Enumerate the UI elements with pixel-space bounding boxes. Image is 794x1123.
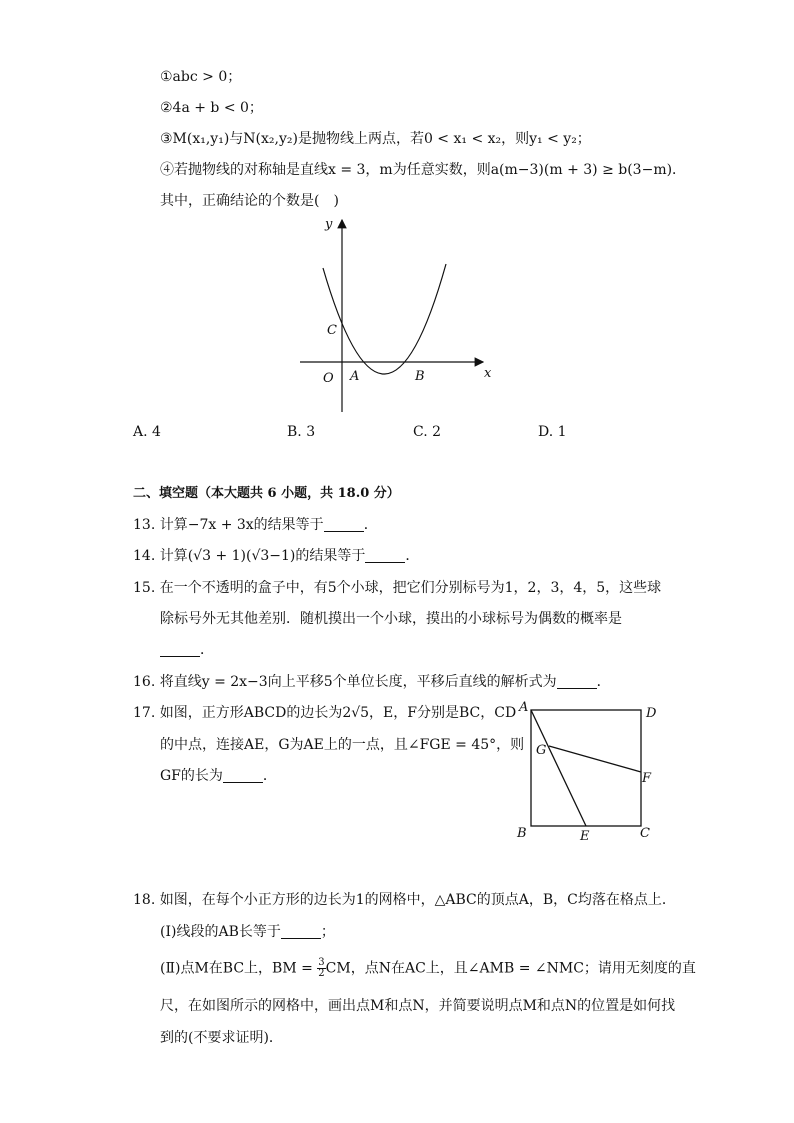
punctuation: ； bbox=[320, 924, 335, 940]
statement-2: ②4a + b < 0； bbox=[160, 100, 263, 116]
question-text: 将直线y = 2x−3向上平移5个单位长度，平移后直线的解析式为 bbox=[159, 674, 557, 690]
statement-1: ①abc > 0； bbox=[160, 69, 242, 85]
question-18-line5: 到的(不要求证明)． bbox=[160, 1030, 283, 1046]
question-18-part2 bbox=[160, 958, 696, 979]
vertex-c-label: C bbox=[640, 826, 650, 841]
question-18-line4: 尺，在如图所示的网格中，画出点M和点N，并简要说明点M和点N的位置是如何找 bbox=[160, 998, 676, 1014]
question-15 bbox=[133, 578, 661, 598]
answer-blank[interactable] bbox=[281, 924, 321, 939]
question-number: 13. bbox=[133, 517, 156, 533]
question-13 bbox=[133, 515, 378, 535]
question-18 bbox=[133, 890, 676, 910]
question-15-line2: 除标号外无其他差别．随机摸出一个小球，摸出的小球标号为偶数的概率是 bbox=[160, 611, 622, 627]
fraction-numerator: 3 bbox=[318, 957, 325, 968]
section-heading: 二、填空题（本大题共 6 小题，共 18.0 分） bbox=[133, 486, 400, 501]
question-text: GF的长为 bbox=[160, 768, 223, 784]
question-number: 15. bbox=[133, 580, 156, 596]
question-text: (Ⅰ)线段的AB长等于 bbox=[160, 924, 281, 940]
statement-3: ③M(x₁,y₁)与N(x₂,y₂)是抛物线上两点，若0 < x₁ < x₂，则y₁ < y₂； bbox=[160, 131, 591, 147]
option-d[interactable]: D. 1 bbox=[538, 424, 567, 440]
x-axis-label: x bbox=[484, 366, 492, 381]
point-e-label: E bbox=[580, 829, 590, 844]
answer-blank[interactable] bbox=[365, 548, 405, 563]
punctuation: ． bbox=[200, 642, 214, 658]
question-17 bbox=[133, 703, 516, 723]
question-17-line3 bbox=[160, 766, 277, 786]
point-f-label: F bbox=[642, 771, 652, 786]
point-b-label: B bbox=[415, 369, 425, 384]
question-text: (Ⅱ)点M在BC上，BM = bbox=[160, 960, 318, 977]
statement-4: ④若抛物线的对称轴是直线x = 3，m为任意实数，则a(m−3)(m + 3) ≥ b(3−m)． bbox=[160, 162, 687, 178]
option-a[interactable]: A. 4 bbox=[133, 424, 161, 440]
question-text-line1: 在一个不透明的盒子中，有5个小球，把它们分别标号为1，2，3，4，5，这些球 bbox=[159, 580, 662, 596]
question-number: 14. bbox=[133, 548, 156, 564]
option-b[interactable]: B. 3 bbox=[287, 424, 316, 440]
answer-blank[interactable] bbox=[223, 768, 263, 783]
question-text-line1: 如图，在每个小正方形的边长为1的网格中，△ABC的顶点A，B，C均落在格点上． bbox=[159, 892, 676, 908]
question-text: 计算(√3 + 1)(√3−1)的结果等于 bbox=[159, 548, 366, 564]
question-prompt: 其中，正确结论的个数是( ) bbox=[160, 193, 339, 209]
question-number: 18. bbox=[133, 892, 156, 908]
vertex-d-label: D bbox=[646, 706, 657, 721]
origin-label: O bbox=[323, 371, 334, 386]
punctuation: ． bbox=[262, 768, 277, 784]
question-number: 17. bbox=[133, 705, 156, 721]
option-c[interactable]: C. 2 bbox=[413, 424, 442, 440]
fraction-denominator: 2 bbox=[318, 968, 325, 979]
punctuation: ． bbox=[363, 517, 378, 533]
question-text: CM，点N在AC上，且∠AMB = ∠NMC；请用无刻度的直 bbox=[325, 960, 696, 977]
point-a-label: A bbox=[350, 369, 360, 384]
parabola-graph bbox=[290, 210, 500, 420]
question-18-part1 bbox=[160, 922, 335, 942]
point-g-label: G bbox=[536, 743, 547, 758]
question-17-line2: 的中点，连接AE，G为AE上的一点，且∠FGE = 45°，则 bbox=[160, 737, 525, 753]
question-15-line3 bbox=[160, 640, 214, 660]
answer-blank[interactable] bbox=[324, 517, 364, 532]
square-figure bbox=[512, 698, 672, 848]
punctuation: ． bbox=[596, 674, 611, 690]
question-16 bbox=[133, 672, 611, 692]
segment-ae bbox=[531, 710, 586, 826]
vertex-b-label: B bbox=[517, 826, 527, 841]
point-c-label: C bbox=[327, 323, 337, 338]
y-axis-label: y bbox=[325, 217, 333, 232]
question-number: 16. bbox=[133, 674, 156, 690]
vertex-a-label: A bbox=[519, 700, 529, 715]
answer-blank[interactable] bbox=[557, 674, 597, 689]
answer-blank[interactable] bbox=[160, 642, 200, 657]
question-text-line1: 如图，正方形ABCD的边长为2√5，E，F分别是BC，CD bbox=[159, 705, 517, 721]
segment-gf bbox=[549, 746, 641, 772]
punctuation: ． bbox=[405, 548, 420, 564]
fraction bbox=[317, 958, 325, 979]
question-text: 计算−7x + 3x的结果等于 bbox=[159, 517, 324, 533]
question-14 bbox=[133, 546, 419, 566]
